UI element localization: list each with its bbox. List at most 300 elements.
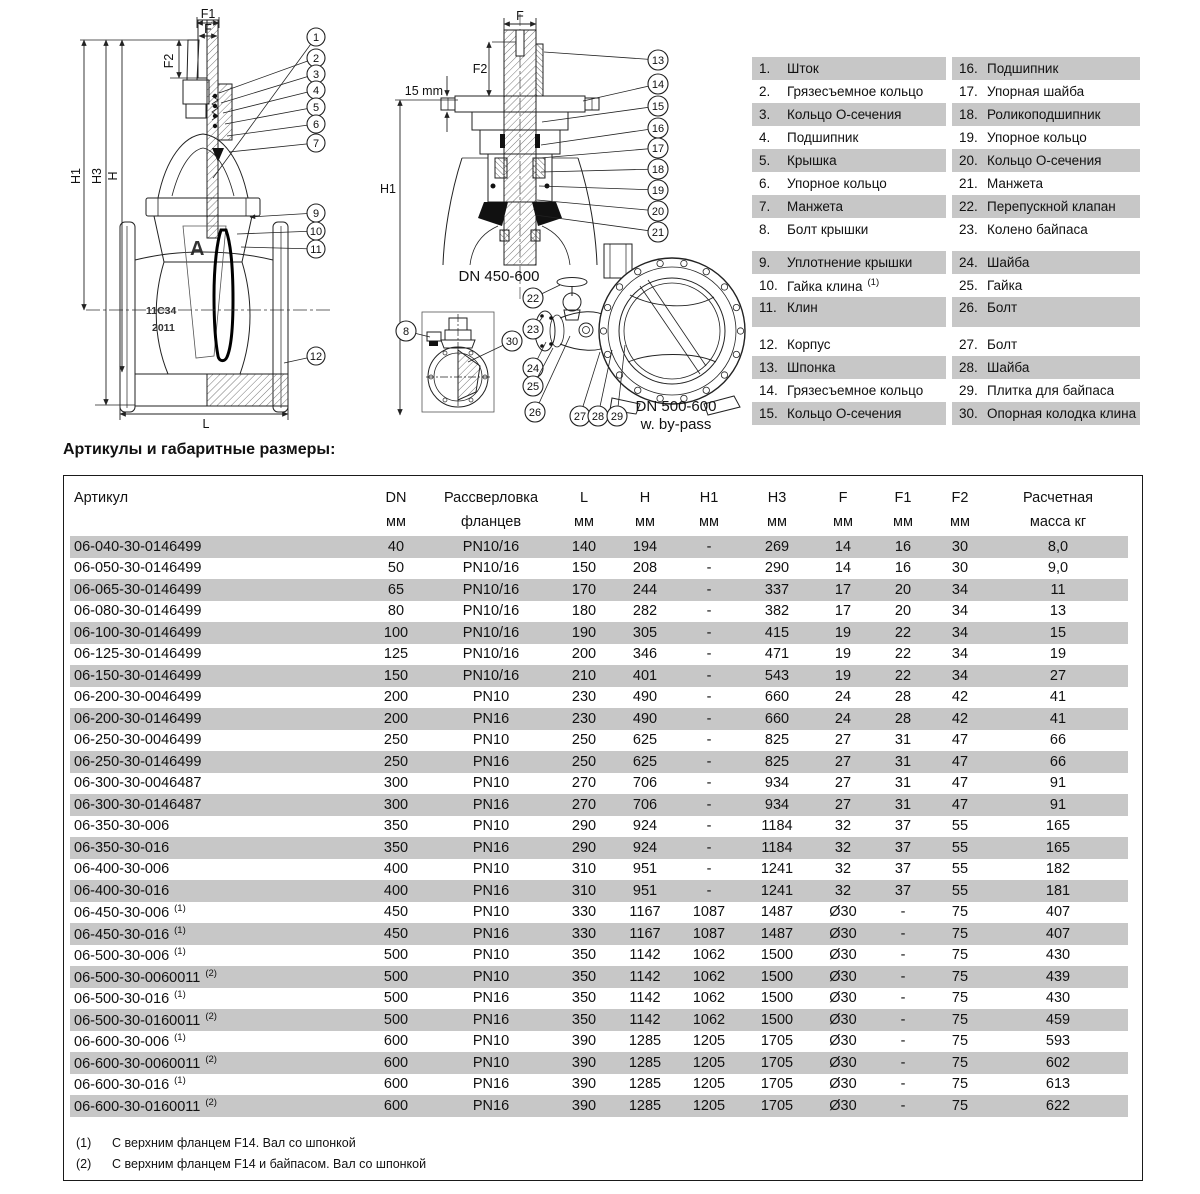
value-cell: 706 [614, 794, 676, 816]
value-cell: 543 [742, 665, 812, 687]
value-cell: 270 [571, 775, 597, 792]
value-cell: 75 [932, 923, 988, 945]
value-cell: 75 [951, 904, 969, 921]
value-cell: 430 [1045, 947, 1071, 964]
part-label: Манжета [787, 199, 843, 214]
value-cell: 593 [1045, 1033, 1071, 1050]
value-cell: PN10 [428, 966, 554, 988]
table-body [70, 536, 1128, 1117]
parts-list-item [752, 126, 946, 149]
value-cell: 42 [932, 708, 988, 730]
dimensions-table-box [63, 475, 1143, 1181]
value-cell: PN10 [472, 689, 510, 706]
value-cell: 19 [1049, 646, 1067, 663]
value-cell: 41 [1049, 689, 1067, 706]
value-cell: 55 [932, 837, 988, 859]
parts-list-item [752, 356, 946, 379]
value-cell: - [706, 732, 712, 749]
value-cell: 34 [932, 665, 988, 687]
callout-number-25: 25 [526, 380, 540, 393]
value-cell: 66 [1049, 732, 1067, 749]
value-cell: PN10/16 [462, 646, 520, 663]
value-cell: 210 [554, 665, 614, 687]
value-cell: 430 [1045, 990, 1071, 1007]
value-cell: 622 [988, 1095, 1128, 1117]
parts-list-item [952, 218, 1140, 241]
main-valve-drawing [69, 7, 332, 431]
value-cell: 300 [383, 775, 409, 792]
part-number: 27. [959, 337, 978, 352]
part-label: Гайка [987, 278, 1023, 293]
callout-number-28: 28 [591, 410, 605, 423]
footnote-number: (2) [76, 1156, 92, 1171]
value-cell: - [874, 1009, 932, 1031]
value-cell: 459 [988, 1009, 1128, 1031]
value-cell: 50 [387, 560, 405, 577]
value-cell: - [676, 579, 742, 601]
value-cell: 194 [614, 536, 676, 558]
part-number: 9. [759, 255, 771, 270]
value-cell: 390 [554, 1052, 614, 1074]
value-cell: PN10/16 [428, 665, 554, 687]
value-cell: 390 [571, 1033, 597, 1050]
column-header: L [579, 490, 589, 506]
part-label: Кольцо О-сечения [787, 406, 902, 421]
parts-list-row [752, 402, 1142, 425]
value-cell: 182 [1045, 861, 1071, 878]
dim-label-15mm: 15 mm [404, 84, 443, 98]
part-label: Шайба [987, 360, 1030, 375]
value-cell: PN16 [428, 708, 554, 730]
value-cell: - [676, 880, 742, 902]
parts-list-row [752, 379, 1142, 402]
part-number: 7. [759, 199, 771, 214]
table-row [70, 536, 1128, 558]
dim-label-F2: F2 [472, 62, 488, 76]
article-cell: 06-450-30-006 $^{(1)}$ [74, 903, 186, 922]
value-cell: 181 [988, 880, 1128, 902]
parts-list-item [952, 172, 1140, 195]
value-cell: 1205 [692, 1076, 726, 1093]
part-number: 6. [759, 176, 771, 191]
dim-label-H1: H1 [380, 182, 396, 196]
table-row [70, 708, 1128, 730]
column-header: масса кг [1029, 514, 1087, 530]
column-header: мм [386, 514, 406, 530]
value-cell: PN10/16 [428, 579, 554, 601]
value-cell: 300 [364, 794, 428, 816]
value-cell: 490 [632, 689, 658, 706]
value-cell: - [900, 1033, 906, 1050]
value-cell: 1205 [692, 1033, 726, 1050]
column-header: Артикул [74, 490, 129, 506]
table-row [70, 794, 1128, 816]
value-cell: 31 [874, 794, 932, 816]
value-cell: 75 [932, 1052, 988, 1074]
value-cell: - [706, 818, 712, 835]
value-cell: PN10 [472, 861, 510, 878]
parts-list [752, 57, 1142, 425]
part-number: 4. [759, 130, 771, 145]
table-row [70, 1095, 1128, 1117]
table-row [70, 558, 1128, 580]
value-cell: 31 [894, 775, 912, 792]
part-number: 25. [959, 278, 978, 293]
parts-list-item [952, 379, 1140, 402]
article-cell: 06-080-30-0146499 [74, 603, 202, 620]
dim-label-F: F [516, 9, 524, 23]
footnote [70, 1133, 1128, 1154]
part-label: Болт крышки [787, 222, 869, 237]
wedge-detail-inset [396, 312, 522, 412]
value-cell: 310 [554, 880, 614, 902]
table-row [70, 923, 1128, 945]
value-cell: 200 [383, 689, 409, 706]
value-cell: 17 [834, 603, 852, 620]
article-cell: 06-500-30-006 $^{(1)}$ [74, 946, 186, 965]
table-row [70, 880, 1128, 902]
value-cell: - [706, 603, 712, 620]
callout-number-29: 29 [610, 410, 624, 423]
parts-list-item [752, 274, 946, 297]
part-label: Клин [787, 300, 818, 315]
article-cell: 06-200-30-0146499 [70, 708, 364, 730]
part-number: 16. [959, 61, 978, 76]
part-label: Манжета [987, 176, 1043, 191]
value-cell: Ø30 [812, 1052, 874, 1074]
value-cell: PN10/16 [428, 536, 554, 558]
part-label: Подшипник [987, 61, 1059, 76]
value-cell: 27 [988, 665, 1128, 687]
value-cell: 337 [742, 579, 812, 601]
part-label: Шпонка [787, 360, 836, 375]
table-row [70, 859, 1128, 881]
column-header: мм [635, 514, 655, 530]
value-cell: 250 [571, 732, 597, 749]
table-row [70, 966, 1128, 988]
value-cell: 1087 [692, 904, 726, 921]
parts-list-item [752, 195, 946, 218]
value-cell: 400 [364, 880, 428, 902]
table-row [70, 773, 1128, 795]
value-cell: 20 [874, 579, 932, 601]
value-cell: 1205 [676, 1052, 742, 1074]
parts-list-item [952, 126, 1140, 149]
value-cell: PN10 [472, 1033, 510, 1050]
parts-list-item [952, 274, 1140, 297]
callout-number-26: 26 [528, 406, 542, 419]
part-number: 21. [959, 176, 978, 191]
value-cell: 450 [364, 923, 428, 945]
value-cell: PN16 [472, 1076, 510, 1093]
part-number: 20. [959, 153, 978, 168]
column-header: H [639, 490, 651, 506]
column-header: мм [574, 514, 594, 530]
column-header: Расчетная [1022, 490, 1094, 506]
parts-list-item [952, 333, 1140, 356]
value-cell: 55 [951, 861, 969, 878]
value-cell: 330 [571, 904, 597, 921]
value-cell: 27 [812, 794, 874, 816]
callout-number-7: 7 [312, 137, 320, 150]
column-header: фланцев [460, 514, 522, 530]
value-cell: 244 [614, 579, 676, 601]
article-cell: 06-400-30-006 [74, 861, 170, 878]
main-dimension-lines [80, 17, 288, 420]
column-header: DN [385, 490, 407, 506]
parts-list-item [752, 379, 946, 402]
parts-list-item [952, 251, 1140, 274]
table-row [70, 687, 1128, 709]
part-number: 26. [959, 300, 978, 315]
callout-number-16: 16 [651, 122, 665, 135]
value-cell: 310 [571, 861, 597, 878]
value-cell: 32 [834, 861, 852, 878]
value-cell: 1705 [742, 1052, 812, 1074]
value-cell: 924 [632, 818, 658, 835]
part-label: Шток [787, 61, 819, 76]
article-cell: 06-500-30-016 $^{(1)}$ [74, 989, 186, 1008]
part-label: Уплотнение крышки [787, 255, 913, 270]
parts-list-item [752, 103, 946, 126]
value-cell: 600 [383, 1033, 409, 1050]
table-row [70, 622, 1128, 644]
value-cell: PN10 [472, 732, 510, 749]
parts-list-row [752, 356, 1142, 379]
value-cell: 825 [742, 751, 812, 773]
article-cell: 06-065-30-0146499 [70, 579, 364, 601]
parts-list-item [952, 195, 1140, 218]
part-number: 28. [959, 360, 978, 375]
value-cell: 350 [383, 818, 409, 835]
value-cell: 32 [812, 880, 874, 902]
value-cell: 75 [932, 966, 988, 988]
part-label: Опорная колодка клина [987, 406, 1137, 421]
value-cell: 1705 [742, 1095, 812, 1117]
callout-number-18: 18 [651, 163, 665, 176]
callout-number-5: 5 [312, 101, 320, 114]
part-number: 18. [959, 107, 978, 122]
parts-list-item [752, 218, 946, 241]
value-cell: 382 [764, 603, 790, 620]
callout-number-2: 2 [312, 52, 320, 65]
parts-list-item [752, 251, 946, 274]
parts-list-item [952, 297, 1140, 327]
value-cell: 34 [932, 622, 988, 644]
value-cell: 934 [742, 794, 812, 816]
parts-list-item [752, 80, 946, 103]
part-number: 22. [959, 199, 978, 214]
column-header: F1 [894, 490, 912, 506]
callout-number-3: 3 [312, 68, 320, 81]
value-cell: 1241 [742, 880, 812, 902]
column-header: Рассверловка [443, 490, 539, 506]
column-header: мм [893, 514, 913, 530]
part-number: 13. [759, 360, 778, 375]
value-cell: 269 [742, 536, 812, 558]
value-cell: 439 [988, 966, 1128, 988]
value-cell: 1062 [676, 1009, 742, 1031]
value-cell: 1285 [628, 1033, 662, 1050]
value-cell: 625 [614, 751, 676, 773]
value-cell: - [676, 622, 742, 644]
value-cell: - [676, 794, 742, 816]
value-cell: - [676, 536, 742, 558]
article-cell: 06-300-30-0146487 [70, 794, 364, 816]
value-cell: 400 [383, 861, 409, 878]
part-number: 30. [959, 406, 978, 421]
value-cell: 24 [812, 708, 874, 730]
part-number: 1. [759, 61, 771, 76]
table-row [70, 988, 1128, 1010]
part-label: Упорная шайба [987, 84, 1085, 99]
value-cell: 9,0 [1047, 560, 1069, 577]
table-row [70, 1031, 1128, 1053]
value-cell: 80 [387, 603, 405, 620]
value-cell: - [706, 560, 712, 577]
part-label: Упорное кольцо [987, 130, 1087, 145]
value-cell: 41 [988, 708, 1128, 730]
value-cell: 32 [812, 837, 874, 859]
table-row [70, 816, 1128, 838]
value-cell: 330 [554, 923, 614, 945]
parts-list-item [952, 149, 1140, 172]
part-label: Болт [987, 300, 1018, 315]
value-cell: 1487 [760, 904, 794, 921]
value-cell: - [874, 1052, 932, 1074]
value-cell: 37 [874, 880, 932, 902]
value-cell: 31 [874, 751, 932, 773]
value-cell: 1142 [629, 947, 661, 964]
value-cell: PN10/16 [462, 603, 520, 620]
value-cell: - [676, 751, 742, 773]
value-cell: 407 [1045, 904, 1071, 921]
value-cell: - [900, 947, 906, 964]
column-header: F [838, 490, 848, 506]
value-cell: 1062 [692, 947, 726, 964]
value-cell: 1142 [629, 990, 661, 1007]
value-cell: 28 [874, 708, 932, 730]
value-cell: 47 [932, 751, 988, 773]
column-header: мм [699, 514, 719, 530]
value-cell: 1205 [676, 1095, 742, 1117]
value-cell: 350 [571, 990, 597, 1007]
value-cell: 66 [988, 751, 1128, 773]
parts-list-item [952, 402, 1140, 425]
value-cell: 22 [894, 646, 912, 663]
callout-number-27: 27 [573, 410, 587, 423]
column-header [70, 508, 364, 536]
value-cell: 32 [834, 818, 852, 835]
value-cell: 13 [1049, 603, 1067, 620]
dim-label-F2: F2 [162, 53, 176, 69]
table-row [70, 751, 1128, 773]
parts-list-row [752, 103, 1142, 126]
value-cell: 22 [874, 622, 932, 644]
value-cell: 17 [812, 579, 874, 601]
header-row [70, 508, 1128, 536]
parts-list-item [752, 297, 946, 327]
value-cell: PN10 [472, 775, 510, 792]
value-cell: 270 [554, 794, 614, 816]
value-cell: 165 [1045, 818, 1071, 835]
table-title: Артикулы и габаритные размеры: [63, 441, 336, 458]
value-cell: 19 [834, 646, 852, 663]
value-cell: PN10 [472, 904, 510, 921]
part-label: Болт [987, 337, 1018, 352]
value-cell: 100 [364, 622, 428, 644]
value-cell: 31 [894, 732, 912, 749]
parts-list-item [952, 356, 1140, 379]
value-cell: - [676, 837, 742, 859]
value-cell: - [874, 923, 932, 945]
value-cell: PN16 [428, 751, 554, 773]
value-cell: 1142 [614, 966, 676, 988]
article-cell: 06-250-30-0046499 [74, 732, 202, 749]
value-cell: 75 [951, 990, 969, 1007]
table-row [70, 1009, 1128, 1031]
callout-number-9: 9 [312, 207, 320, 220]
value-cell: PN10 [472, 947, 510, 964]
value-cell: - [900, 904, 906, 921]
table-row [70, 837, 1128, 859]
parts-list-row [752, 297, 1142, 327]
value-cell: 250 [554, 751, 614, 773]
value-cell: 91 [988, 794, 1128, 816]
dim-label-H3: H3 [90, 168, 104, 184]
article-cell: 06-040-30-0146499 [70, 536, 364, 558]
value-cell: 290 [554, 837, 614, 859]
value-cell: 706 [632, 775, 658, 792]
value-cell: 1285 [628, 1076, 662, 1093]
parts-list-row [752, 57, 1142, 80]
callout-number-6: 6 [312, 118, 320, 131]
part-label: Гайка клина $^{(1)}$ [787, 277, 880, 294]
value-cell: 30 [932, 536, 988, 558]
value-cell: 75 [932, 1009, 988, 1031]
article-cell: 06-050-30-0146499 [74, 560, 202, 577]
parts-list-row [752, 149, 1142, 172]
bypass-caption-line2: w. by-pass [640, 416, 712, 433]
part-number: 10. [759, 278, 778, 293]
callout-number-4: 4 [312, 84, 320, 97]
value-cell: 34 [951, 603, 969, 620]
value-cell: PN16 [428, 837, 554, 859]
value-cell: 660 [764, 689, 790, 706]
value-cell: 37 [874, 837, 932, 859]
part-number: 23. [959, 222, 978, 237]
callout-number-12: 12 [309, 350, 323, 363]
value-cell: 1500 [760, 947, 794, 964]
value-cell: 290 [571, 818, 597, 835]
callout-number-19: 19 [651, 184, 665, 197]
article-cell: 06-300-30-0046487 [74, 775, 202, 792]
value-cell: 600 [383, 1076, 409, 1093]
value-cell: - [706, 646, 712, 663]
value-cell: - [676, 665, 742, 687]
value-cell: 75 [951, 1076, 969, 1093]
parts-list-row [752, 251, 1142, 274]
column-header: мм [950, 514, 970, 530]
value-cell: 230 [554, 708, 614, 730]
value-cell: - [706, 689, 712, 706]
value-cell: Ø30 [829, 904, 857, 921]
article-cell: 06-400-30-016 [70, 880, 364, 902]
value-cell: PN16 [428, 1009, 554, 1031]
column-header: H1 [699, 490, 719, 506]
value-cell: 1167 [614, 923, 676, 945]
value-cell: 8,0 [988, 536, 1128, 558]
